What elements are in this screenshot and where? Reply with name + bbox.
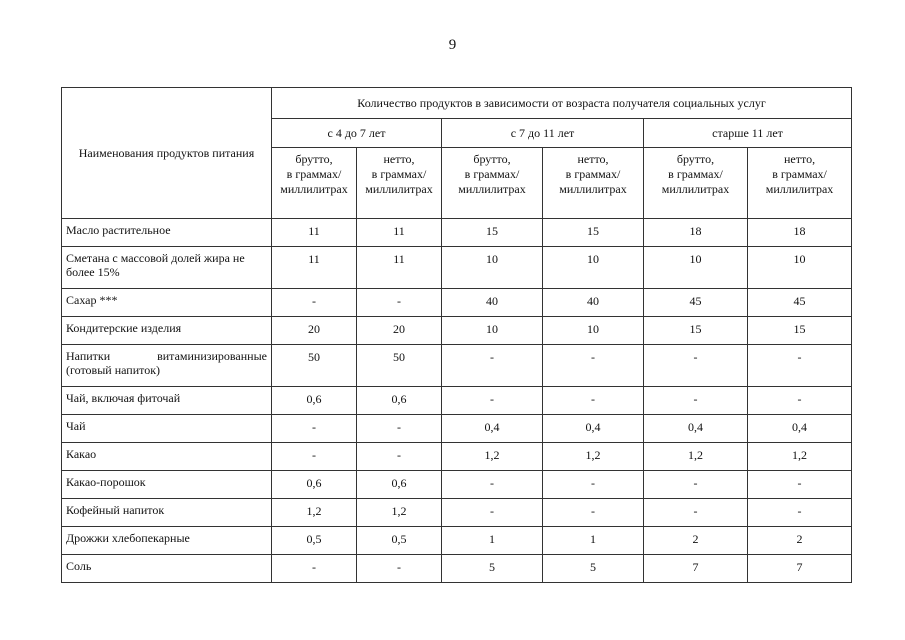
sub-header-cell	[644, 148, 748, 219]
quantity-cell: 1,2	[357, 499, 442, 527]
quantity-cell: 11	[357, 247, 442, 289]
quantity-cell: 10	[644, 247, 748, 289]
quantity-cell: -	[357, 289, 442, 317]
sub-header-line: брутто,	[676, 152, 715, 166]
quantity-cell: 10	[442, 317, 543, 345]
product-name-cell: Чай, включая фиточай	[62, 387, 272, 415]
quantity-cell: -	[357, 443, 442, 471]
sub-header-cell	[748, 148, 852, 219]
quantity-cell: -	[442, 345, 543, 387]
quantity-cell: 0,4	[748, 415, 852, 443]
quantity-cell: 18	[644, 219, 748, 247]
sub-header-line: в граммах/	[668, 167, 723, 181]
sub-header-line: брутто,	[473, 152, 511, 166]
quantity-cell: 1,2	[442, 443, 543, 471]
table-header	[62, 88, 852, 219]
product-name-cell: Какао-порошок	[62, 471, 272, 499]
quantity-cell: -	[644, 345, 748, 387]
product-name-cell: Сахар ***	[62, 289, 272, 317]
quantity-cell: 18	[748, 219, 852, 247]
table-row	[62, 345, 852, 387]
column-group-header: Количество продуктов в зависимости от возраста получателя социальных услуг	[272, 88, 852, 119]
table-body	[62, 219, 852, 583]
quantity-cell: 40	[543, 289, 644, 317]
quantity-cell: 5	[442, 555, 543, 583]
quantity-cell: -	[272, 555, 357, 583]
quantity-cell: 5	[543, 555, 644, 583]
quantity-cell: -	[272, 443, 357, 471]
sub-header-line: миллилитрах	[765, 182, 834, 196]
quantity-cell: 0,4	[543, 415, 644, 443]
quantity-cell: 7	[644, 555, 748, 583]
quantity-cell: 15	[543, 219, 644, 247]
quantity-cell: 0,4	[644, 415, 748, 443]
sub-header-line: миллилитрах	[661, 182, 730, 196]
quantity-cell: -	[644, 387, 748, 415]
food-quantity-table	[61, 87, 852, 583]
table-row	[62, 443, 852, 471]
quantity-cell: -	[442, 387, 543, 415]
quantity-cell: 0,5	[272, 527, 357, 555]
product-name-cell: Какао	[62, 443, 272, 471]
quantity-cell: -	[357, 555, 442, 583]
quantity-cell: 10	[543, 317, 644, 345]
quantity-cell: 1,2	[748, 443, 852, 471]
quantity-cell: -	[543, 499, 644, 527]
quantity-cell: 15	[442, 219, 543, 247]
quantity-cell: -	[748, 387, 852, 415]
quantity-cell: 15	[748, 317, 852, 345]
sub-header-line: миллилитрах	[365, 182, 433, 196]
product-name-cell: Кондитерские изделия	[62, 317, 272, 345]
table-row	[62, 317, 852, 345]
sub-header-cell	[357, 148, 442, 219]
table-row	[62, 415, 852, 443]
quantity-cell: 1,2	[272, 499, 357, 527]
column-header-product-name: Наименования продуктов питания	[62, 88, 272, 219]
sub-header-cell	[272, 148, 357, 219]
product-name-cell: Чай	[62, 415, 272, 443]
quantity-cell: 10	[748, 247, 852, 289]
age-group-header: с 7 до 11 лет	[442, 119, 644, 148]
quantity-cell: -	[748, 471, 852, 499]
page-number: 9	[448, 37, 457, 53]
sub-header-line: нетто,	[577, 152, 609, 166]
quantity-cell: -	[357, 415, 442, 443]
sub-header-line: в граммах/	[371, 167, 427, 181]
sub-header-line: в граммах/	[286, 167, 342, 181]
quantity-cell: 1	[442, 527, 543, 555]
quantity-cell: 2	[644, 527, 748, 555]
age-group-header: с 4 до 7 лет	[272, 119, 442, 148]
quantity-cell: 1,2	[644, 443, 748, 471]
quantity-cell: -	[748, 499, 852, 527]
product-name-cell: Дрожжи хлебопекарные	[62, 527, 272, 555]
quantity-cell: 2	[748, 527, 852, 555]
sub-header-line: нетто,	[383, 152, 415, 166]
quantity-cell: -	[644, 471, 748, 499]
product-name-cell: Масло растительное	[62, 219, 272, 247]
quantity-cell: 0,4	[442, 415, 543, 443]
product-name-cell: Кофейный напиток	[62, 499, 272, 527]
quantity-cell: -	[644, 499, 748, 527]
sub-header-line: миллилитрах	[559, 182, 627, 196]
quantity-cell: 45	[748, 289, 852, 317]
quantity-cell: 45	[644, 289, 748, 317]
sub-header-line: брутто,	[295, 152, 333, 166]
quantity-cell: -	[543, 345, 644, 387]
product-name-cell: Напитки витаминизированные (готовый напиток)	[62, 345, 272, 387]
quantity-cell: -	[442, 499, 543, 527]
quantity-cell: 50	[272, 345, 357, 387]
table-row	[62, 471, 852, 499]
table-row	[62, 247, 852, 289]
quantity-cell: -	[543, 471, 644, 499]
product-name-cell: Соль	[62, 555, 272, 583]
quantity-cell: 0,6	[272, 471, 357, 499]
sub-header-line: нетто,	[784, 152, 816, 166]
product-name-cell: Сметана с массовой долей жира не более 15%	[62, 247, 272, 289]
age-group-header: старше 11 лет	[644, 119, 852, 148]
quantity-cell: 1	[543, 527, 644, 555]
quantity-cell: 0,6	[357, 387, 442, 415]
quantity-cell: -	[272, 289, 357, 317]
table-row	[62, 527, 852, 555]
quantity-cell: 7	[748, 555, 852, 583]
table-row	[62, 499, 852, 527]
sub-header-line: в граммах/	[565, 167, 621, 181]
quantity-cell: -	[272, 415, 357, 443]
sub-header-cell	[543, 148, 644, 219]
quantity-cell: 10	[543, 247, 644, 289]
quantity-cell: 20	[357, 317, 442, 345]
sub-header-cell	[442, 148, 543, 219]
quantity-cell: -	[748, 345, 852, 387]
quantity-cell: 0,6	[357, 471, 442, 499]
quantity-cell: -	[543, 387, 644, 415]
sub-header-line: в граммах/	[464, 167, 520, 181]
quantity-cell: 11	[272, 247, 357, 289]
quantity-cell: 1,2	[543, 443, 644, 471]
quantity-cell: -	[442, 471, 543, 499]
table-row	[62, 289, 852, 317]
quantity-cell: 50	[357, 345, 442, 387]
quantity-cell: 40	[442, 289, 543, 317]
quantity-cell: 11	[357, 219, 442, 247]
table-row	[62, 219, 852, 247]
quantity-cell: 15	[644, 317, 748, 345]
sub-header-line: миллилитрах	[458, 182, 526, 196]
quantity-cell: 0,5	[357, 527, 442, 555]
table-row	[62, 387, 852, 415]
quantity-cell: 11	[272, 219, 357, 247]
table-row	[62, 555, 852, 583]
sub-header-line: миллилитрах	[280, 182, 348, 196]
quantity-cell: 0,6	[272, 387, 357, 415]
quantity-cell: 10	[442, 247, 543, 289]
quantity-cell: 20	[272, 317, 357, 345]
sub-header-line: в граммах/	[772, 167, 827, 181]
